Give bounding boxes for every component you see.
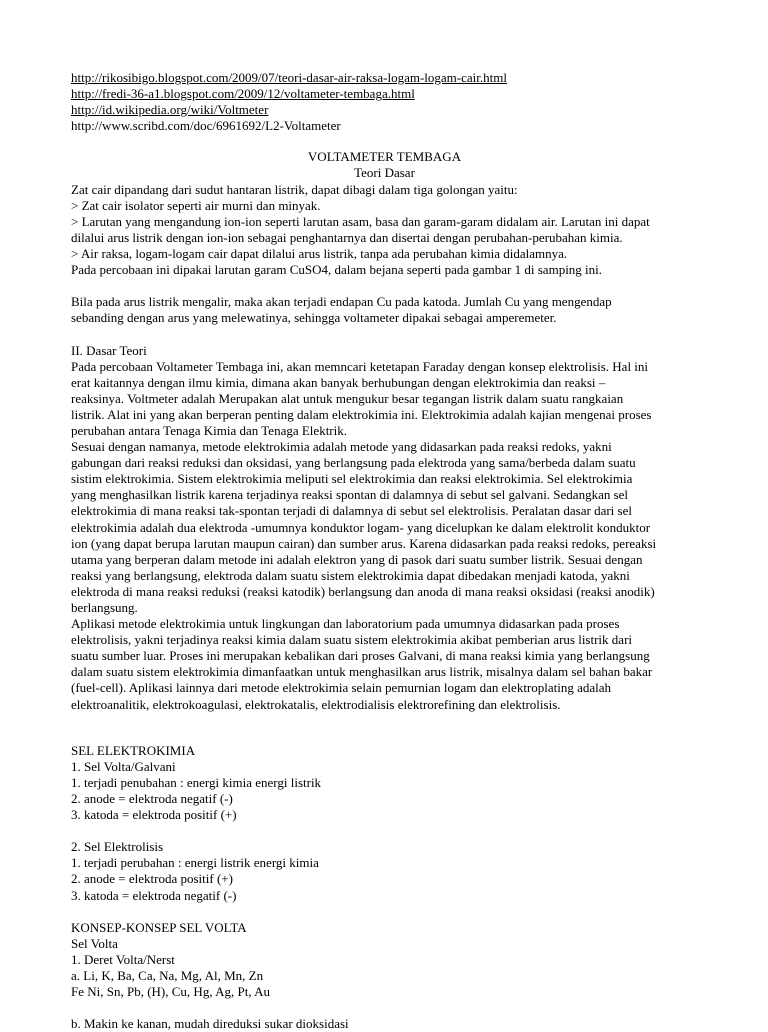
text-line: reaksi yang berlangsung, elektroda dalam suatu sistem elektrokimia dapat dibedakan menjadi katoda, yakni bbox=[71, 567, 630, 583]
spacer bbox=[71, 713, 698, 743]
list-item: 1. Deret Volta/Nerst bbox=[71, 951, 175, 967]
text-line: perubahan antara Tenaga Kimia dan Tenaga Elektrik. bbox=[71, 422, 347, 438]
list-item: 2. anode = elektroda negatif (-) bbox=[71, 790, 233, 806]
reference-text: http://www.scribd.com/doc/6961692/L2-Voltameter bbox=[71, 118, 341, 134]
document-title: VOLTAMETER TEMBAGA bbox=[307, 149, 462, 165]
text-line: dalam suatu sistem elektrokimia dimanfaatkan untuk menghasilkan arus listrik, misalnya dalam sel bahan bakar bbox=[71, 664, 653, 680]
text-line: > Air raksa, logam-logam cair dapat dilalui arus listrik, tanpa ada perubahan kimia didalamnya. bbox=[71, 245, 568, 261]
konsep-sel-volta bbox=[71, 920, 698, 1000]
list-item: 2. anode = elektroda positif (+) bbox=[71, 871, 233, 887]
sel-volta-list bbox=[71, 759, 698, 823]
intro-paragraph bbox=[71, 182, 698, 279]
text-line: elektrokimia di mana reaksi tak-spontan terjadi di dalamnya di sebut sel elektrolisis. Peralatan dasar dari sel bbox=[71, 503, 632, 519]
text-line: listrik. Alat ini yang akan berperan penting dalam elektrokimia ini. Elektrokimia adalah kajian mengenai proses bbox=[71, 406, 652, 422]
section-heading: SEL ELEKTROKIMIA bbox=[71, 742, 196, 758]
list-item: 3. katoda = elektroda negatif (-) bbox=[71, 887, 237, 903]
text-line: sebanding dengan arus yang melewatinya, sehingga voltameter dipakai sebagai amperemeter. bbox=[71, 310, 557, 326]
text-line: yang menghasilkan listrik karena terjadinya reaksi spontan di dalamnya di sebut sel galvani. Sedangkan sel bbox=[71, 487, 629, 503]
list-item: 1. Sel Volta/Galvani bbox=[71, 758, 176, 774]
section-heading: KONSEP-KONSEP SEL VOLTA bbox=[71, 919, 247, 935]
text-line: gabungan dari reaksi reduksi dan oksidasi, yang berlangsung pada elektroda yang sama/berbeda dalam suatu bbox=[71, 455, 636, 471]
spacer bbox=[71, 1000, 698, 1016]
text-line: Pada percobaan Voltameter Tembaga ini, akan memncari ketetapan Faraday dengan konsep elektrolisis. Hal ini bbox=[71, 358, 649, 374]
spacer bbox=[71, 278, 698, 294]
text-line: Zat cair dipandang dari sudut hantaran listrik, dapat dibagi dalam tiga golongan yaitu: bbox=[71, 181, 518, 197]
document-subtitle: Teori Dasar bbox=[354, 165, 415, 181]
text-line: Bila pada arus listrik mengalir, maka akan terjadi endapan Cu pada katoda. Jumlah Cu yang mengendap bbox=[71, 294, 612, 310]
list-item: 1. terjadi penubahan : energi kimia energi listrik bbox=[71, 774, 322, 790]
text-line: Sesuai dengan namanya, metode elektrokimia adalah metode yang didasarkan pada reaksi redoks, yakni bbox=[71, 439, 612, 455]
text-line: berlangsung. bbox=[71, 600, 138, 615]
text-line: erat kaitannya dengan ilmu kimia, dimana akan banyak berhubungan dengan elektrokimia dan reaksi – bbox=[71, 374, 606, 390]
list-item: 1. terjadi perubahan : energi listrik energi kimia bbox=[71, 855, 319, 871]
list-item: b. Makin ke kanan, mudah direduksi sukar dioksidasi bbox=[71, 1016, 349, 1032]
reference-link[interactable]: http://rikosibigo.blogspot.com/2009/07/teori-dasar-air-raksa-logam-logam-cair.html bbox=[71, 70, 507, 85]
text-line: sistim elektrokimia. Sistem elektrokimia meliputi sel elektrokimia dan reaksi elektrokimia. Sel elektrokimia bbox=[71, 471, 633, 487]
text-line: elektrokimia adalah dua elektroda -umumnya konduktor logam- yang dicelupkan ke dalam elektrolit konduktor bbox=[71, 519, 651, 535]
sel-elektrolisis-list bbox=[71, 839, 698, 903]
text-line: utama yang berperan dalam metode ini adalah elektron yang di pasok dari suatu sumber listrik. Sesuai dengan bbox=[71, 551, 643, 567]
text-line: (fuel-cell). Aplikasi lainnya dari metode elektrokimia selain pemurnian logam dan elektroplating adalah bbox=[71, 680, 612, 696]
text-line: Aplikasi metode elektrokimia untuk lingkungan dan laboratorium pada umumnya didasarkan pada proses bbox=[71, 616, 620, 632]
second-paragraph bbox=[71, 294, 698, 326]
spacer bbox=[71, 134, 698, 149]
list-item: Sel Volta bbox=[71, 935, 118, 951]
list-item: Fe Ni, Sn, Pb, (H), Cu, Hg, Ag, Pt, Au bbox=[71, 984, 270, 1000]
reference-links bbox=[71, 70, 698, 134]
list-item: a. Li, K, Ba, Ca, Na, Mg, Al, Mn, Zn bbox=[71, 967, 264, 983]
spacer bbox=[71, 326, 698, 342]
list-item: 3. katoda = elektroda positif (+) bbox=[71, 807, 237, 823]
text-line: elektrolisis, yakni terjadinya reaksi kimia dalam suatu sistem elektrokimia akibat pemberian arus listrik dari bbox=[71, 632, 633, 648]
list-item: 2. Sel Elektrolisis bbox=[71, 839, 164, 855]
dasar-teori-body bbox=[71, 359, 698, 713]
spacer bbox=[71, 823, 698, 839]
text-line: elektroda di mana reaksi reduksi (reaksi katodik) berlangsung dan anoda di mana reaksi oksidasi (reaksi anodik) bbox=[71, 583, 655, 599]
reference-link[interactable]: http://id.wikipedia.org/wiki/Voltmeter bbox=[71, 102, 269, 118]
text-line: ion (yang dapat berupa larutan maupun cairan) dan sumber arus. Karena didasarkan pada reaksi redoks, pereaksi bbox=[71, 535, 657, 551]
text-line: suatu sumber luar. Proses ini merupakan kebalikan dari proses Galvani, di mana reaksi kimia yang berlangsung bbox=[71, 648, 650, 664]
section-heading: II. Dasar Teori bbox=[71, 342, 147, 358]
spacer bbox=[71, 904, 698, 920]
text-line: reaksinya. Voltmeter adalah Merupakan alat untuk mengukur besar tegangan listrik dalam suatu rangkaian bbox=[71, 390, 624, 406]
text-line: elektroanalitik, elektrokoagulasi, elektrokatalis, elektrodialisis elektrorefining dan elektrolisis. bbox=[71, 696, 561, 712]
text-line: > Zat cair isolator seperti air murni dan minyak. bbox=[71, 197, 321, 213]
reference-link[interactable]: http://fredi-36-a1.blogspot.com/2009/12/voltameter-tembaga.html bbox=[71, 86, 415, 102]
text-line: dilalui arus listrik dengan ion-ion sebagai penghantarnya dan disertai dengan perubahan-perubahan kimia. bbox=[71, 229, 623, 245]
text-line: Pada percobaan ini dipakai larutan garam CuSO4, dalam bejana seperti pada gambar 1 di samping ini. bbox=[71, 262, 603, 278]
text-line: > Larutan yang mengandung ion-ion seperti larutan asam, basa dan garam-garam didalam air. Larutan ini dapat bbox=[71, 213, 650, 229]
